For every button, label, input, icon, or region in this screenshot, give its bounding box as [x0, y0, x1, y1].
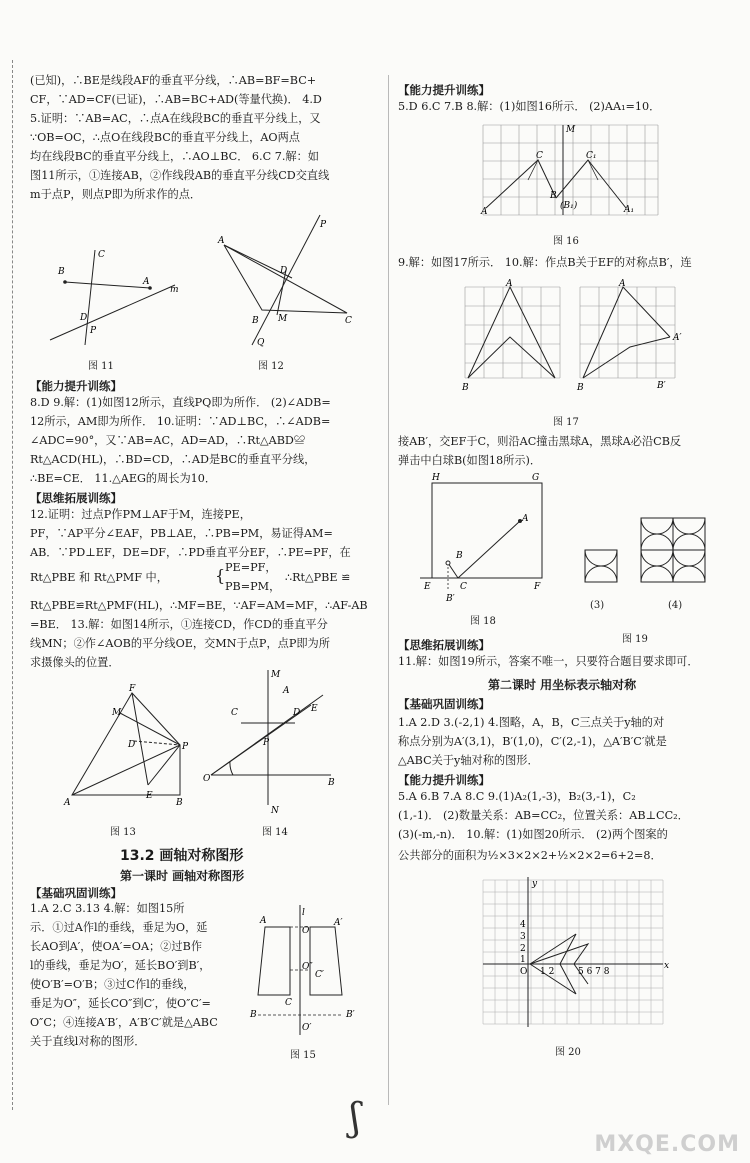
- svg-text:D: D: [280, 266, 288, 276]
- svg-text:4: 4: [520, 920, 526, 930]
- svg-text:A: A: [506, 279, 513, 289]
- text-line: Rt△ACD(HL)，∴BD=CD，∴AD是BC的垂直平分线，: [30, 453, 316, 466]
- section-heading: 【思维拓展训练】: [30, 491, 122, 505]
- svg-text:P: P: [320, 220, 327, 230]
- svg-text:O: O: [302, 926, 310, 936]
- svg-text:A: A: [481, 207, 488, 217]
- text-line: 长AO到A′，使OA′=OA；②过B作: [30, 940, 203, 953]
- text-line: 9.解：如图17所示． 10.解：作点B关于EF的对称点B′，连: [398, 256, 692, 269]
- figure-caption: 图 15: [290, 1050, 316, 1061]
- svg-text:A: A: [64, 798, 71, 808]
- svg-text:B: B: [58, 267, 65, 277]
- figure-14: [203, 665, 338, 815]
- text-line: △ABC关于y轴对称的图形．: [398, 754, 539, 767]
- lesson-title: 第二课时 用坐标表示轴对称: [488, 678, 637, 692]
- svg-text:1 2: 1 2: [540, 967, 555, 977]
- text-line: 称点分别为A′(3,1)，B′(1,0)，C′(2,-1)，△A′B′C′就是: [398, 735, 667, 748]
- text-line: 求摄像头的位置．: [30, 656, 120, 669]
- svg-text:D: D: [293, 708, 301, 718]
- svg-text:C: C: [285, 998, 292, 1008]
- text-line: Rt△PBE≌Rt△PMF(HL)，∴MF=BE，∵AF=AM=MF，∴AF-AB: [30, 599, 368, 612]
- svg-text:A′: A′: [334, 918, 343, 928]
- svg-text:C: C: [98, 250, 105, 260]
- text-line: l的垂线，垂足为O′，延长BO′到B′，: [30, 959, 211, 972]
- figure-caption: 图 16: [553, 236, 579, 247]
- svg-text:3: 3: [520, 932, 526, 942]
- text-line: ∴Rt△PBE ≌: [285, 571, 351, 584]
- figure-caption: 图 14: [262, 827, 288, 838]
- text-line: 图11所示，①连接AB，②作线段AB的垂直平分线CD交直线: [30, 169, 330, 182]
- svg-text:y: y: [532, 879, 538, 889]
- svg-text:A: A: [283, 686, 290, 696]
- svg-text:A: A: [260, 916, 267, 926]
- brace-bottom: PB=PM，: [225, 580, 281, 593]
- text-line: 弹击中白球B(如图18所示)．: [398, 454, 542, 467]
- figure-caption: 图 19: [622, 634, 648, 645]
- text-line: 垂足为O″，延长CO″到C′，使O″C′=: [30, 997, 211, 1010]
- svg-text:B: B: [577, 383, 584, 393]
- svg-text:O′: O′: [302, 1023, 312, 1033]
- svg-text:A: A: [218, 236, 225, 246]
- text-line: 均在线段BC的垂直平分线上，∴AO⊥BC． 6.C 7.解：如: [30, 150, 319, 163]
- text-line: 1.A 2.C 3.13 4.解：如图15所: [30, 902, 185, 915]
- section-heading: 【基础巩固训练】: [30, 886, 122, 900]
- svg-text:1: 1: [520, 955, 526, 965]
- lesson-title: 第一课时 画轴对称图形: [120, 869, 245, 883]
- svg-text:H: H: [432, 473, 440, 483]
- svg-text:F: F: [129, 684, 136, 694]
- text-line: (已知)，∴BE是线段AF的垂直平分线，∴AB=BF=BC+: [30, 74, 317, 87]
- svg-text:M: M: [112, 708, 122, 718]
- text-line: 12所示，AM即为所作． 10.证明：∵AD⊥BC，∴∠ADB=: [30, 415, 331, 428]
- svg-text:C: C: [345, 316, 352, 326]
- svg-text:O: O: [203, 774, 211, 784]
- svg-text:D: D: [128, 740, 136, 750]
- svg-text:x: x: [664, 961, 670, 971]
- figure-16: [478, 120, 663, 220]
- text-line: CF，∵AD=CF(已证)，∴AB=BC+AD(等量代换)． 4.D: [30, 93, 322, 106]
- svg-text:F: F: [534, 582, 541, 592]
- svg-text:A₁: A₁: [624, 205, 635, 215]
- figure-19-3: [580, 515, 625, 595]
- svg-text:O″: O″: [302, 962, 313, 972]
- figure-17-left: [460, 279, 570, 393]
- text-line: 11.解：如图19所示，答案不唯一，只要符合题目要求即可．: [398, 655, 699, 668]
- figure-sub-label: (3): [590, 600, 605, 611]
- svg-text:B: B: [252, 316, 259, 326]
- section-heading: 【思维拓展训练】: [398, 638, 490, 652]
- figure-18: [420, 473, 550, 603]
- svg-text:2: 2: [520, 944, 526, 954]
- text-line: 5.D 6.C 7.B 8.解：(1)如图16所示． (2)AA₁=10．: [398, 100, 661, 113]
- page-number-scribble: ʃ: [350, 1095, 361, 1139]
- svg-text:E: E: [311, 704, 318, 714]
- svg-text:B′: B′: [657, 381, 666, 391]
- figure-17-right: [575, 279, 690, 393]
- text-line: (1,-1)． (2)数量关系：AB=CC₂，位置关系：AB⊥CC₂．: [398, 809, 689, 822]
- svg-text:B′: B′: [446, 594, 455, 604]
- svg-text:A: A: [619, 279, 626, 289]
- text-line: 5.证明：∵AB=AC，∴点A在线段BC的垂直平分线上，又: [30, 112, 321, 125]
- svg-text:E: E: [424, 582, 431, 592]
- svg-text:C: C: [536, 151, 543, 161]
- svg-text:M: M: [278, 314, 288, 324]
- svg-text:P: P: [263, 738, 270, 748]
- svg-text:C: C: [231, 708, 238, 718]
- svg-text:(B₁): (B₁): [560, 201, 578, 211]
- figure-caption: 图 13: [110, 827, 136, 838]
- svg-text:m: m: [170, 285, 179, 295]
- svg-text:Q: Q: [257, 338, 265, 348]
- text-line: 公共部分的面积为½×3×2×2+½×2×2=6+2=8．: [398, 849, 662, 862]
- svg-text:B: B: [462, 383, 469, 393]
- svg-text:C₁: C₁: [586, 151, 597, 161]
- svg-text:B: B: [456, 551, 463, 561]
- svg-text:A: A: [143, 277, 150, 287]
- text-line: ∴BE=CE． 11.△AEG的周长为10．: [30, 472, 217, 485]
- text-line: (3)(-m,-n)． 10.解：(1)如图20所示． (2)两个图案的: [398, 828, 668, 841]
- svg-text:E: E: [146, 791, 153, 801]
- text-line: ∵OB=OC，∴点O在线段BC的垂直平分线上，AO两点: [30, 131, 300, 144]
- text-line: m于点P，则点P即为所求作的点．: [30, 188, 202, 201]
- text-line: 1.A 2.D 3.(-2,1) 4.图略，A，B，C三点关于y轴的对: [398, 716, 665, 729]
- figure-11: [40, 240, 190, 355]
- text-line: ∠ADC=90°，又∵AB=AC，AD=AD，∴Rt△ABD≌: [30, 434, 306, 447]
- svg-text:C: C: [460, 582, 467, 592]
- svg-text:B: B: [550, 191, 557, 201]
- figure-13: [62, 685, 187, 810]
- watermark-logo: MXQE.COM: [594, 1132, 740, 1157]
- figure-19-4: [635, 512, 715, 602]
- svg-text:N: N: [271, 806, 279, 816]
- section-heading: 【基础巩固训练】: [398, 697, 490, 711]
- svg-text:5 6 7 8: 5 6 7 8: [578, 967, 610, 977]
- svg-text:P: P: [90, 326, 97, 336]
- text-line: Rt△PBE 和 Rt△PMF 中，: [30, 571, 168, 584]
- text-line: 线MN；②作∠AOB的平分线OE，交MN于点P，点P即为所: [30, 637, 330, 650]
- figure-caption: 图 12: [258, 361, 284, 372]
- figure-sub-label: (4): [668, 600, 683, 611]
- svg-text:M: M: [566, 125, 576, 135]
- brace-top: PE=PF，: [225, 561, 277, 574]
- text-line: =BE． 13.解：如图14所示，①连接CD，作CD的垂直平分: [30, 618, 328, 631]
- text-line: O″C；④连接A′B′，A′B′C′就是△ABC: [30, 1016, 218, 1029]
- svg-text:C′: C′: [315, 970, 324, 980]
- text-line: 8.D 9.解：(1)如图12所示，直线PQ即为所作． (2)∠ADB=: [30, 396, 331, 409]
- figure-caption: 图 11: [88, 361, 114, 372]
- figure-15: [250, 905, 365, 1045]
- figure-caption: 图 20: [555, 1047, 581, 1058]
- svg-text:B: B: [250, 1010, 257, 1020]
- text-line: 关于直线l对称的图形．: [30, 1035, 146, 1048]
- section-heading: 【能力提升训练】: [398, 773, 490, 787]
- text-line: AB．∵PD⊥EF，DE=DF，∴PD垂直平分EF，∴PE=PF，在: [30, 546, 351, 559]
- section-heading: 【能力提升训练】: [398, 83, 490, 97]
- text-line: 5.A 6.B 7.A 8.C 9.(1)A₂(1,-3)，B₂(3,-1)，C₂: [398, 790, 636, 803]
- brace: {: [215, 566, 226, 585]
- text-line: 使O′B′=O′B；③过C作l的垂线，: [30, 978, 195, 991]
- svg-text:A′: A′: [673, 333, 682, 343]
- column-divider: [388, 75, 389, 1105]
- text-line: 12.证明：过点P作PM⊥AF于M，连接PE，: [30, 508, 251, 521]
- svg-text:M: M: [271, 670, 281, 680]
- figure-12: [212, 205, 352, 355]
- svg-text:A: A: [522, 514, 529, 524]
- figure-20: [478, 872, 678, 1032]
- svg-text:l: l: [302, 908, 305, 918]
- text-line: 接AB′，交EF于C，则沿AC撞击黑球A，黑球A必沿CB反: [398, 435, 682, 448]
- svg-text:G: G: [532, 473, 540, 483]
- figure-caption: 图 18: [470, 616, 496, 627]
- binding-margin-line: [12, 60, 13, 1110]
- svg-text:O: O: [520, 967, 528, 977]
- figure-caption: 图 17: [553, 417, 579, 428]
- section-title: 13.2 画轴对称图形: [120, 848, 244, 864]
- section-heading: 【能力提升训练】: [30, 379, 122, 393]
- text-line: 示．①过A作l的垂线，垂足为O，延: [30, 921, 208, 934]
- text-line: PF，∵AP平分∠EAF，PB⊥AE，∴PB=PM，易证得AM=: [30, 527, 333, 540]
- svg-text:B: B: [328, 778, 335, 788]
- svg-text:P: P: [182, 742, 189, 752]
- svg-text:B: B: [176, 798, 183, 808]
- svg-text:B′: B′: [346, 1010, 355, 1020]
- svg-text:D: D: [80, 313, 88, 323]
